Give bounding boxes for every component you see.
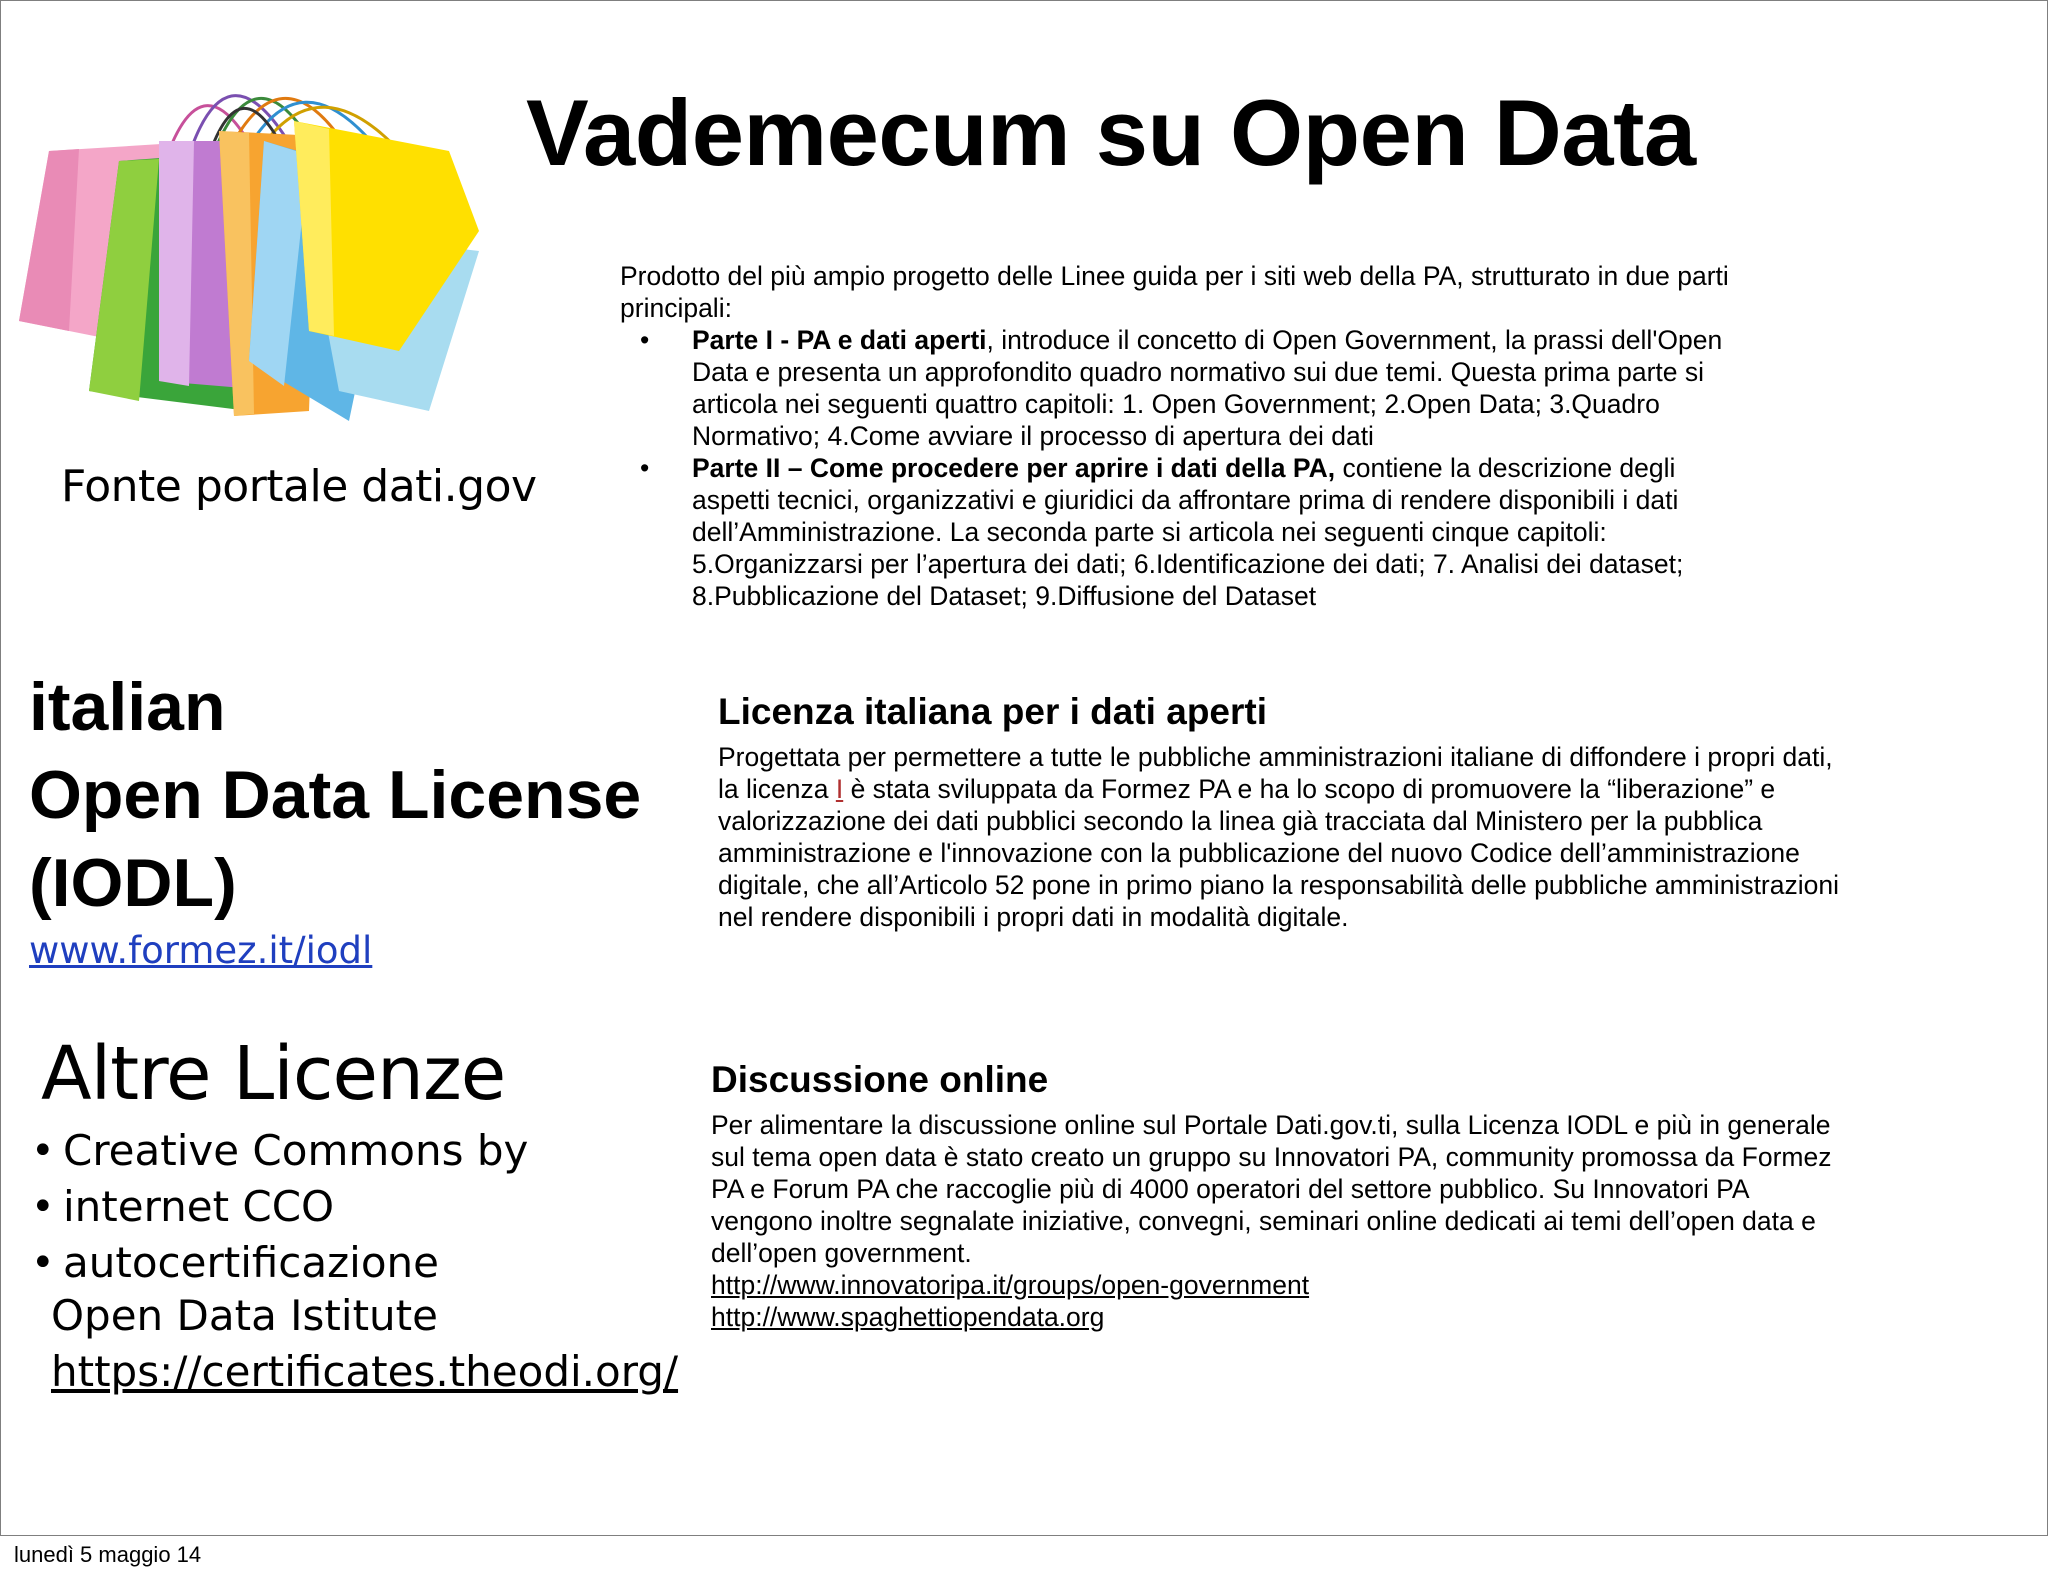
bullet-icon: • <box>640 453 650 483</box>
bullet-icon: • <box>640 325 650 355</box>
footer-date: lunedì 5 maggio 14 <box>14 1542 202 1567</box>
altre-licenze-list <box>29 1123 528 1291</box>
part-description: , introduce il concetto di Open Government, la prassi dell'Open Data e presenta un approfondito quadro normativo sui due temi. Questa prima parte si articola nei seguenti quattro capitoli: 1. Open Government; 2.Open Data; 3.Quadro Normativo; 4.Come avviare il processo di apertura dei dati <box>692 325 1723 451</box>
licenza-text: Progettata per permettere a tutte le pubbliche amministrazioni italiane di diffondere i propri dati, la licenza <box>718 742 1833 804</box>
iodl-title-line: Open Data License <box>29 757 642 833</box>
iodl-title-line: (IODL) <box>29 845 237 921</box>
list-item <box>29 1235 528 1291</box>
licenza-body <box>718 741 1858 933</box>
discussione-text: Per alimentare la discussione online sul Portale Dati.gov.ti, sulla Licenza IODL e più in generale sul tema open data è stato creato un gruppo su Innovatori PA, community promossa da Formez PA e Forum PA che raccoglie più di 4000 operatori del settore pubblico. Su Innovatori PA vengono inoltre segnalate iniziative, convegni, seminari online dedicati ai temi dell’open data e dell’open government. <box>711 1110 1832 1268</box>
list-item-label: internet CCO <box>63 1182 335 1231</box>
spaghettiopendata-link[interactable]: http://www.spaghettiopendata.org <box>711 1302 1105 1332</box>
slide-title: Vademecum su Open Data <box>526 80 1696 185</box>
iodl-title-line: italian <box>29 669 226 745</box>
discussione-heading: Discussione online <box>711 1059 1049 1100</box>
part-title: Parte II – Come procedere per aprire i dati della PA, <box>692 453 1336 483</box>
odi-label: Open Data Istitute <box>51 1291 438 1340</box>
licenza-heading: Licenza italiana per i dati aperti <box>718 691 1268 732</box>
image-caption: Fonte portale dati.gov <box>61 461 537 512</box>
licenza-marker[interactable]: I <box>835 774 844 804</box>
list-item <box>29 1123 528 1179</box>
innovatoripa-link[interactable]: http://www.innovatoripa.it/groups/open-government <box>711 1270 1310 1300</box>
iodl-title <box>29 663 641 927</box>
discussione-body <box>711 1109 1841 1333</box>
list-item <box>620 452 1730 612</box>
vademecum-parts-list <box>620 324 1730 612</box>
list-item-label: Creative Commons by <box>63 1126 529 1175</box>
list-item <box>29 1179 528 1235</box>
part-title: Parte I - PA e dati aperti <box>692 325 987 355</box>
odi-link[interactable]: https://certificates.theodi.org/ <box>51 1347 679 1396</box>
vademecum-intro: Prodotto del più ampio progetto delle Linee guida per i siti web della PA, strutturato in due parti principali: <box>620 261 1729 323</box>
bullet-icon: • <box>31 1128 55 1174</box>
list-item <box>620 324 1730 452</box>
part-description: contiene la descrizione degli aspetti tecnici, organizzativi e giuridici da affrontare prima di rendere disponibili i dati dell’Amministrazione. La seconda parte si articola nei seguenti cinque capitoli: 5.Organizzarsi per l’apertura dei dati; 6.Identificazione dei dati; 7. Analisi dei dataset; 8.Pubblicazione del Dataset; 9.Diffusione del Dataset <box>692 453 1684 611</box>
shopping-bags-image <box>9 31 521 431</box>
bullet-icon: • <box>31 1240 55 1286</box>
iodl-link[interactable]: www.formez.it/iodl <box>29 929 373 972</box>
list-item-label: autocertificazione <box>63 1238 440 1287</box>
bullet-icon: • <box>31 1184 55 1230</box>
licenza-text: è stata sviluppata da Formez PA e ha lo scopo di promuovere la “liberazione” e valorizzazione dei dati pubblici secondo la linea già tracciata dal Ministero per la pubblica amministrazione e l'innovazione con la pubblicazione del nuovo Codice dell’amministrazione digitale, che all’Articolo 52 pone in primo piano la responsabilità delle pubbliche amministrazioni nel rendere disponibili i propri dati in modalità digitale. <box>718 774 1839 932</box>
altre-licenze-title: Altre Licenze <box>41 1031 506 1117</box>
